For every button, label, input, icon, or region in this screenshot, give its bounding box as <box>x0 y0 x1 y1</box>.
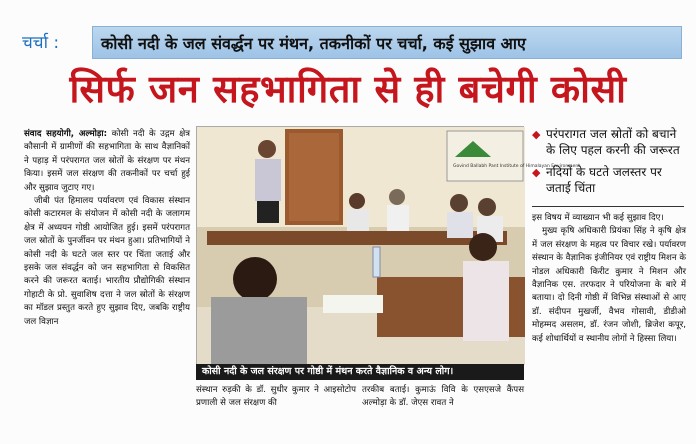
below-photo-col-a <box>196 384 356 424</box>
below-photo-text-b: तरकीब बताई। कुमाऊं विवि के एसएसजे कैंपस अल्मोड़ा के डॉ. जेएस रावत ने <box>362 385 524 409</box>
byline: संवाद सहयोगी, अल्मोड़ा: <box>24 129 108 139</box>
highlight-text-1: परंपरागत जल स्रोतों को बचाने के लिए पहल करनी की जरूरत <box>546 127 680 157</box>
right-para-1: इस विषय में व्याख्यान भी कई सुझाव दिए। <box>532 213 664 223</box>
event-photo <box>196 126 580 364</box>
left-para-2: जीबी पंत हिमालय पर्यावरण एवं विकास संस्थान कोसी कटारमल के संयोजन में कोसी नदी के जलागम क्षेत्र में अध्ययन गोष्ठी आयोजित हुई। इसमें परंपरागत जल स्रोतों के पुनर्जीवन पर मंथन हुआ। प्रतिभागियों ने कोसी नदी के घटते जल स्तर पर चिंता जताई और इसके जल संवर्द्धन को जन सहभागिता से विकसित करने की जरूरत बताई। भारतीय प्रौद्योगिकी संस्थान गोहाटी के प्रो. सुवाशिष दत्ता ने जल स्रोतों के संरक्षण का मॉडल प्रस्तुत करते हुए सुझाव दिए, जबकि राष्ट्रीय जल विज्ञान <box>24 196 190 327</box>
section-band <box>16 26 684 59</box>
highlight-item <box>532 164 688 196</box>
highlight-text-2: नदियों के घटते जलस्तर पर जताई चिंता <box>546 165 662 195</box>
below-photo-col-b <box>362 384 524 424</box>
photo-banner-text: Govind Ballabh Pant Institute of Himalayan Environment <box>453 164 580 169</box>
bullet-diamond-icon: ◆ <box>532 166 541 179</box>
photo-illustration <box>197 127 580 365</box>
left-column <box>24 128 190 440</box>
below-photo-text-a: संस्थान रुड़की के डॉ. सुधीर कुमार ने आइसोटोप प्रणाली से जल संरक्षण की <box>196 385 356 409</box>
strap-bar <box>92 26 682 59</box>
right-column <box>532 212 686 424</box>
bullet-diamond-icon: ◆ <box>532 128 541 141</box>
main-headline: सिर्फ जन सहभागिता से ही बचेगी कोसी <box>69 66 627 111</box>
highlights-divider <box>532 206 684 207</box>
photo-caption: कोसी नदी के जल संरक्षण पर गोष्ठी में मंथन करते वैज्ञानिक व अन्य लोग। <box>196 364 524 380</box>
highlight-item <box>532 126 688 158</box>
strap-headline: कोसी नदी के जल संवर्द्धन पर मंथन, तकनीकों पर चर्चा, कई सुझाव आए <box>101 34 526 53</box>
highlights-box <box>532 126 688 202</box>
section-tag: चर्चा : <box>22 33 60 53</box>
left-para-1: कोसी नदी के उद्गम क्षेत्र कौसानी में ग्रामीणों की सहभागिता के साथ वैज्ञानिकों ने पहाड़ में परंपरागत जल स्रोतों के संरक्षण पर मंथन किया। इसमें जल संरक्षण की तकनीकों पर चर्चा हुई और सुझाव जुटाए गए। <box>24 129 190 193</box>
right-para-2: मुख्य कृषि अधिकारी प्रियंका सिंह ने कृषि क्षेत्र में जल संरक्षण के महत्व पर विचार रखे। पर्यावरण संस्थान के वैज्ञानिक इंजीनियर एवं राष्ट्रीय मिशन के नोडल अधिकारी किरीट कुमार ने मिशन और वैज्ञानिक एस. तरफदार ने परियोजना के बारे में बताया। दो दिनी गोष्ठी में विभिन्न संस्थाओं से आए डॉ. संदीपन मुखर्जी, वैभव गोसावी, डीडीओ मोहम्मद असलम, डॉ. रंजन जोशी, ब्रिजेश कपूर, कई शोधार्थियों व स्थानीय लोगों ने हिस्सा लिया। <box>532 226 686 344</box>
